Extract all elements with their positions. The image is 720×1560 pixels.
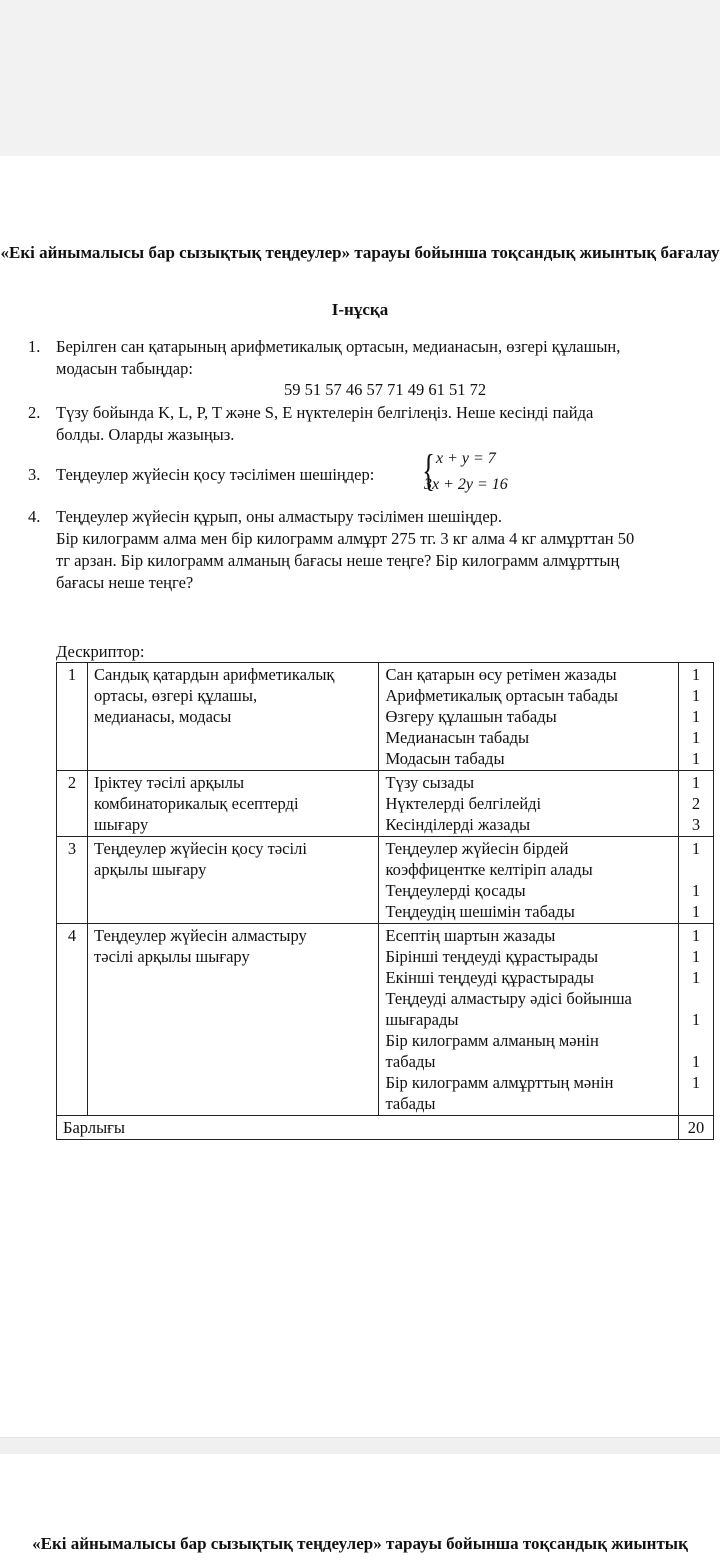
score-cell [678, 771, 713, 837]
descriptor-label: Дескриптор: [56, 642, 145, 661]
score-cell [678, 663, 713, 771]
cell-line: Есептің шартын жазады [385, 926, 556, 945]
descriptor-cell [379, 924, 678, 1116]
question-number: 3. [28, 465, 41, 484]
cell-line: 3 [691, 815, 701, 834]
cell-line: 1 [691, 665, 701, 684]
cell-line [685, 859, 707, 880]
cell-line: Теңдеуді алмастыру әдісі бойынша [385, 989, 632, 1008]
row-number: 4 [57, 924, 88, 1116]
cell-line: Модасын табады [385, 749, 505, 768]
row-number: 3 [57, 837, 88, 924]
cell-line: 1 [691, 926, 701, 945]
cell-line: табады [385, 1052, 436, 1071]
cell-line [685, 988, 707, 1009]
descriptor-table [56, 662, 714, 1140]
cell-line: Бір килограмм алмұрттың мәнін [385, 1073, 614, 1092]
row-number: 2 [57, 771, 88, 837]
cell-line: Арифметикалық ортасын табады [385, 686, 618, 705]
cell-line: шығару [94, 815, 149, 834]
cell-line [685, 1030, 707, 1051]
table-row [57, 924, 714, 1116]
cell-line: арқылы шығару [94, 860, 207, 879]
cell-line: Бір килограмм алманың мәнін [385, 1031, 599, 1050]
cell-line: 1 [691, 902, 701, 921]
cell-line: Нүктелерді белгілейді [385, 794, 542, 813]
cell-line: 1 [691, 1073, 701, 1092]
question-number: 4. [28, 507, 41, 526]
cell-line: Теңдеулерді қосады [385, 881, 526, 900]
descriptor-cell [379, 663, 678, 771]
question-text: Берілген сан қатарының арифметикалық ортасын, медианасын, өзгері құлашын, модасын табыңдар: [56, 337, 621, 378]
cell-line: 1 [691, 707, 701, 726]
cell-line: Түзу сызады [385, 773, 475, 792]
equation-1: x + y = 7 [436, 450, 496, 467]
cell-line: Сандық қатардын арифметикалық [94, 665, 335, 684]
cell-line: Екінші теңдеуді құрастырады [385, 968, 594, 987]
page-separator [0, 1437, 720, 1454]
cell-line: 1 [691, 728, 701, 747]
cell-line: 1 [691, 947, 701, 966]
number-sequence: 59 51 57 46 57 71 49 61 51 72 [283, 380, 487, 399]
question-number: 1. [28, 337, 41, 356]
cell-line: Теңдеудің шешімін табады [385, 902, 575, 921]
cell-line: Теңдеулер жүйесін бірдей [385, 839, 569, 858]
variant-heading: I-нұсқа [331, 300, 389, 319]
cell-line: Кесінділерді жазады [385, 815, 531, 834]
document-title: «Екі айнымалысы бар сызықтық теңдеулер» тарауы бойынша тоқсандық жиынтық бағалау [0, 243, 720, 262]
equation-system [418, 446, 528, 498]
top-gray-band [0, 0, 720, 156]
score-cell [678, 924, 713, 1116]
criterion-cell [88, 663, 379, 771]
descriptor-cell [379, 771, 678, 837]
cell-line: 1 [691, 1052, 701, 1071]
cell-line: табады [385, 1094, 436, 1113]
question-text: Теңдеулер жүйесін қосу тәсілімен шешіңдер: [56, 465, 375, 484]
table-row [57, 837, 714, 924]
equation-2: 3x + 2y = 16 [424, 476, 508, 493]
cell-line: Теңдеулер жүйесін қосу тәсілі [94, 839, 307, 858]
cell-line: ортасы, өзгері құлашы, [94, 686, 258, 705]
next-page-title: «Екі айнымалысы бар сызықтық теңдеулер» тарауы бойынша тоқсандық жиынтық [32, 1534, 688, 1553]
cell-line: медианасы, модасы [94, 707, 232, 726]
cell-line: 1 [691, 1010, 701, 1029]
criterion-cell [88, 924, 379, 1116]
cell-line: 1 [691, 968, 701, 987]
brace-icon: { [422, 446, 435, 495]
cell-line: комбинаторикалық есептерді [94, 794, 299, 813]
row-number: 1 [57, 663, 88, 771]
table-row [57, 663, 714, 771]
cell-line: Іріктеу тәсілі арқылы [94, 773, 245, 792]
criterion-cell [88, 837, 379, 924]
question-text: Түзу бойында K, L, P, T және S, E нүктелерін белгілеңіз. Неше кесінді пайда болды. Оларды жазыңыз. [56, 403, 594, 444]
cell-line: Теңдеулер жүйесін алмастыру [94, 926, 307, 945]
score-cell [678, 837, 713, 924]
total-value: 20 [678, 1116, 713, 1140]
cell-line: 1 [691, 773, 701, 792]
cell-line: 1 [691, 749, 701, 768]
cell-line: шығарады [385, 1010, 459, 1029]
cell-line: Сан қатарын өсу ретімен жазады [385, 665, 617, 684]
cell-line: 1 [691, 686, 701, 705]
cell-line: коэффицентке келтіріп алады [385, 860, 593, 879]
total-label: Барлығы [57, 1116, 679, 1140]
cell-line: 1 [691, 881, 701, 900]
cell-line: Бірінші теңдеуді құрастырады [385, 947, 599, 966]
question-text: Теңдеулер жүйесін құрып, оны алмастыру тәсілімен шешіңдер. Бір килограмм алма мен бір килограмм алмұрт 275 тг. 3 кг алма 4 кг алмұрттан 50 тг арзан. Бір килограмм алманың бағасы неше теңге? Бір килограмм алмұрттың бағасы неше теңге? [56, 507, 635, 592]
descriptor-cell [379, 837, 678, 924]
cell-line: 2 [691, 794, 701, 813]
cell-line: тәсілі арқылы шығару [94, 947, 250, 966]
total-row [57, 1116, 714, 1140]
cell-line: 1 [691, 839, 701, 858]
cell-line: Өзгеру құлашын табады [385, 707, 557, 726]
question-number: 2. [28, 403, 41, 422]
cell-line [685, 1093, 707, 1114]
cell-line: Медианасын табады [385, 728, 530, 747]
criterion-cell [88, 771, 379, 837]
table-row [57, 771, 714, 837]
